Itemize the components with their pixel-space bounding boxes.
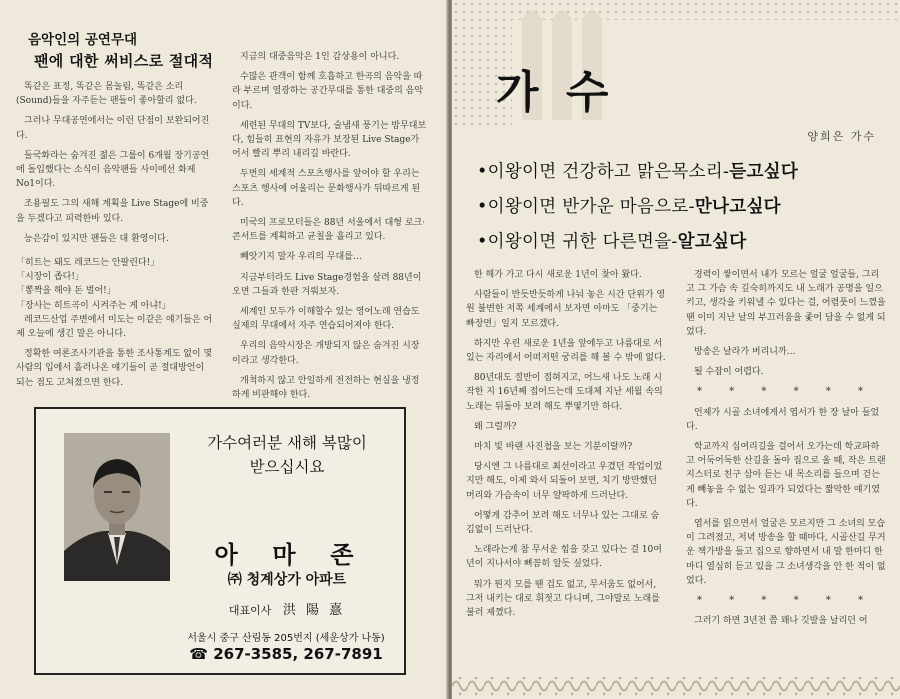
decorative-footer-pattern [452, 673, 900, 699]
bullet-line [477, 158, 798, 183]
paragraph: 경력이 쌓이면서 내가 모르는 얼굴 얼굴들, 그리고 그 가슴 속 깊숙히까지도 내 노래가 공명을 일으키고, 생각을 키워낼 수 있다는 걸, 어렴풋이 느꼈을 땐 이미 지난 날의 부끄러움을 좇어 담을 수 없게 되었다. [686, 270, 886, 337]
quote: 「뽕짝을 해야 돈 벌어!」 [16, 286, 116, 297]
paragraph: 엽서를 읽으면서 얼굴은 모르지만 그 소녀의 모습이 그려졌고, 저녁 방송을 할 때마다, 시골산길 무거운 책가방을 들고 집으로 향하면서 내 말 한마디 한마디 열심히 듣고 있을 그 소녀생각을 안 한 적이 없었다. [686, 519, 886, 586]
left-column-1 [16, 80, 214, 396]
paragraph: 뭐가 뭔지 모를 땐 겁도 없고, 무서움도 없어서, 그저 내키는 대로 휘젓고 다니며, 그야말로 노래를 불러 제꼈다. [466, 579, 660, 619]
section-divider-stars: * * * * * * [697, 595, 875, 607]
ad-greeting-line1: 가수여러분 새해 복많이 [207, 434, 367, 452]
ad-greeting-line2: 받으십시요 [249, 458, 325, 476]
quote: 「장사는 히트곡이 시켜주는 게 아냐!」 [16, 300, 171, 311]
ad-rep-name: 洪 陽 憙 [282, 603, 346, 618]
ad-company-name: 아 마 존 [214, 541, 360, 569]
portrait-illustration [64, 433, 170, 581]
bullet-line [477, 193, 781, 218]
paragraph: 정확한 여론조사기관을 통한 조사통계도 없이 몇사람의 입에서 흘러나온 얘기들이 곧 절대방언이 되는 점도 고쳐졌으면 한다. [16, 349, 213, 388]
paragraph: 똑같은 표정, 똑같은 몸놀림, 똑같은 소리(Sound)들을 자주듣는 팬들이 좋아할리 없다. [16, 82, 197, 107]
paragraph: 당시엔 그 나름대로 최선이라고 우겼던 작업이었지만 해도, 이제 와서 되돌어 보면, 치기 방만했던 머리와 가슴속이 너무 얄팍하게 드러난다. [466, 462, 663, 501]
bullet-emphasis: 듣고싶다 [729, 162, 799, 182]
quote: 「시장이 좁다!」 [16, 272, 84, 283]
paragraph: 세계인 모두가 이해할수 있는 영어노래 연습도 실제의 무대에서 자주 연습되어져야 한다. [232, 307, 420, 332]
bullet-text: •이왕이면 반가운 마음으로- [477, 197, 695, 217]
paragraph: 노래라는게 참 무서운 힘을 갖고 있다는 걸 10여년이 지나서야 뼈꼼히 알듯 싶었다. [466, 545, 662, 570]
page-title: 가 수 [496, 67, 615, 118]
paragraph: 왜 그럴까? [474, 421, 517, 432]
ad-company-sub: ㈜ 청계상가 아파트 [227, 572, 347, 588]
ad-rep-label: 대표이사 [228, 604, 272, 617]
paragraph: 그러나 무대공연에서는 이런 단점이 보완되어진다. [16, 116, 210, 141]
quote: 「히트는 돼도 레코드는 안팔린다!」 [16, 258, 160, 269]
paragraph: 두번의 세계적 스포츠행사를 앞어야 할 우리는 스포츠 행사에 어울리는 문화행사가 뒤따르게 된다. [232, 169, 421, 208]
paragraph: 그러기 하면 3년전 쯤 꽤나 깃발을 날리던 어 [694, 616, 868, 627]
paragraph: 한 해가 가고 다시 새로운 1년이 찾아 왔다. [474, 270, 642, 280]
paragraph: 어떻게 감추어 보려 해도 너무나 있는 그대로 숨김없이 드러난다. [466, 510, 660, 536]
left-page [0, 0, 448, 699]
left-column-2 [232, 50, 428, 408]
paragraph: 하지만 우린 새로운 1년을 앞에두고 나름대로 서 있는 자리에서 어떠저떤 궁리를 해 볼 수 밖에 없다. [466, 338, 666, 364]
paragraph: 언제가 시골 소녀에게서 엽서가 한 장 날아 들었다. [686, 407, 880, 432]
author-credit: 양희은 가수 [807, 130, 876, 143]
bullet-emphasis: 만나고싶다 [694, 197, 781, 217]
ad-address: 서울시 중구 산림동 205번지 (세운상가 나동) [187, 633, 385, 644]
headline-line2: 팬에 대한 써비스로 절대적 [34, 52, 214, 70]
portrait-photo [64, 433, 170, 581]
section-divider-stars: * * * * * * [697, 386, 875, 398]
paragraph: 조용필도 그의 새해 계획을 Live Stage에 비중을 두겠다고 피력한바 있다. [16, 199, 209, 224]
paragraph: 80년대도 절반이 접혀지고, 어느새 나도 노래 시작한 지 16년째 접어드는데 도대체 지난 세월 속의 노래는 뒤돌아 보려 해도 뿌옇기만 하다. [466, 373, 663, 412]
left-col1-body [16, 80, 214, 246]
paragraph: 우리의 음악시장은 개방되지 않은 숨겨진 시장이라고 생각한다. [232, 341, 420, 366]
bullet-text: •이왕이면 귀한 다른면을- [477, 232, 678, 252]
bullet-emphasis: 알고싶다 [677, 232, 747, 252]
advertisement [34, 407, 406, 675]
right-column-2 [686, 268, 886, 634]
paragraph: 빼앗기지 말자 우리의 무대를… [240, 252, 362, 263]
bullet-text: •이왕이면 건강하고 맑은목소리- [477, 162, 730, 182]
paragraph: 지금의 대중음악은 1인 감상용이 아니다. [240, 52, 400, 62]
paragraph: 마치 빛 바랜 사진첩을 보는 기분이랄까? [474, 442, 633, 453]
ad-phone: ☎ 267-3585, 267-7891 [189, 645, 383, 663]
paragraph: 될 수잡이 어렵다. [694, 367, 764, 378]
paragraph: 사람들이 반듯반듯하게 나눠 놓은 시간 단위가 영원 불변한 저쪽 세계에서 보자면 아마도 「중기는 빠장면」일지 모르겠다. [466, 290, 666, 329]
paragraph: 학교까지 십여리길을 걸어서 오가는데 학교파하고 어둑어둑한 산길을 돌아 집으로 올 때, 작은 트랜지스터로 친구 삼아 듣는 내 목소리를 들으며 걷는게 빼놓을 수 없는 일과가 되었다는 짧막한 얘기였다. [686, 442, 886, 509]
paragraph: 미국의 프로모터들은 88년 서울에서 대형 로크·콘서트를 계획하고 균칠을 흘리고 있다. [232, 218, 426, 243]
paragraph: 레코드산업 주변에서 미도는 이같은 얘기들은 어제 오늘에 생긴 말은 아니다. [16, 314, 213, 340]
paragraph: 세련된 무대의 TV보다, 술냄새 풍기는 밤무대보다, 힘들히 표현의 자유가 보장된 Live Stage가 어서 빨리 뿌리 내리길 바란다. [232, 120, 427, 160]
paragraph: 지금부터라도 Live Stage경험을 살려 88년이 오면 그들과 한판 겨뤄보자. [232, 272, 422, 297]
headline-line1: 음악인의 공연무대 [28, 32, 138, 48]
paragraph: 들국화라는 숨겨진 젊은 그룹이 6개월 장기공연에 돌입했다는 소식이 음악팬들 사이에선 화제 No1이다. [16, 150, 210, 190]
bullet-line [477, 228, 746, 253]
paragraph: 능은감이 있지만 팬들은 대 환영이다. [24, 233, 169, 244]
ad-representative [182, 599, 392, 618]
paragraph: 개척하지 않고 안일하게 전전하는 현실을 냉정하게 비판해야 한다. [232, 375, 420, 401]
right-page [452, 0, 900, 699]
right-column-1 [466, 268, 666, 626]
paragraph: 방송은 날라가 버리니까… [694, 347, 796, 358]
paragraph: 수많은 관객이 함께 호흡하고 한곡의 음악을 따라 부르며 열광하는 공간무대를 통한 대중의 음악이다. [232, 72, 424, 111]
